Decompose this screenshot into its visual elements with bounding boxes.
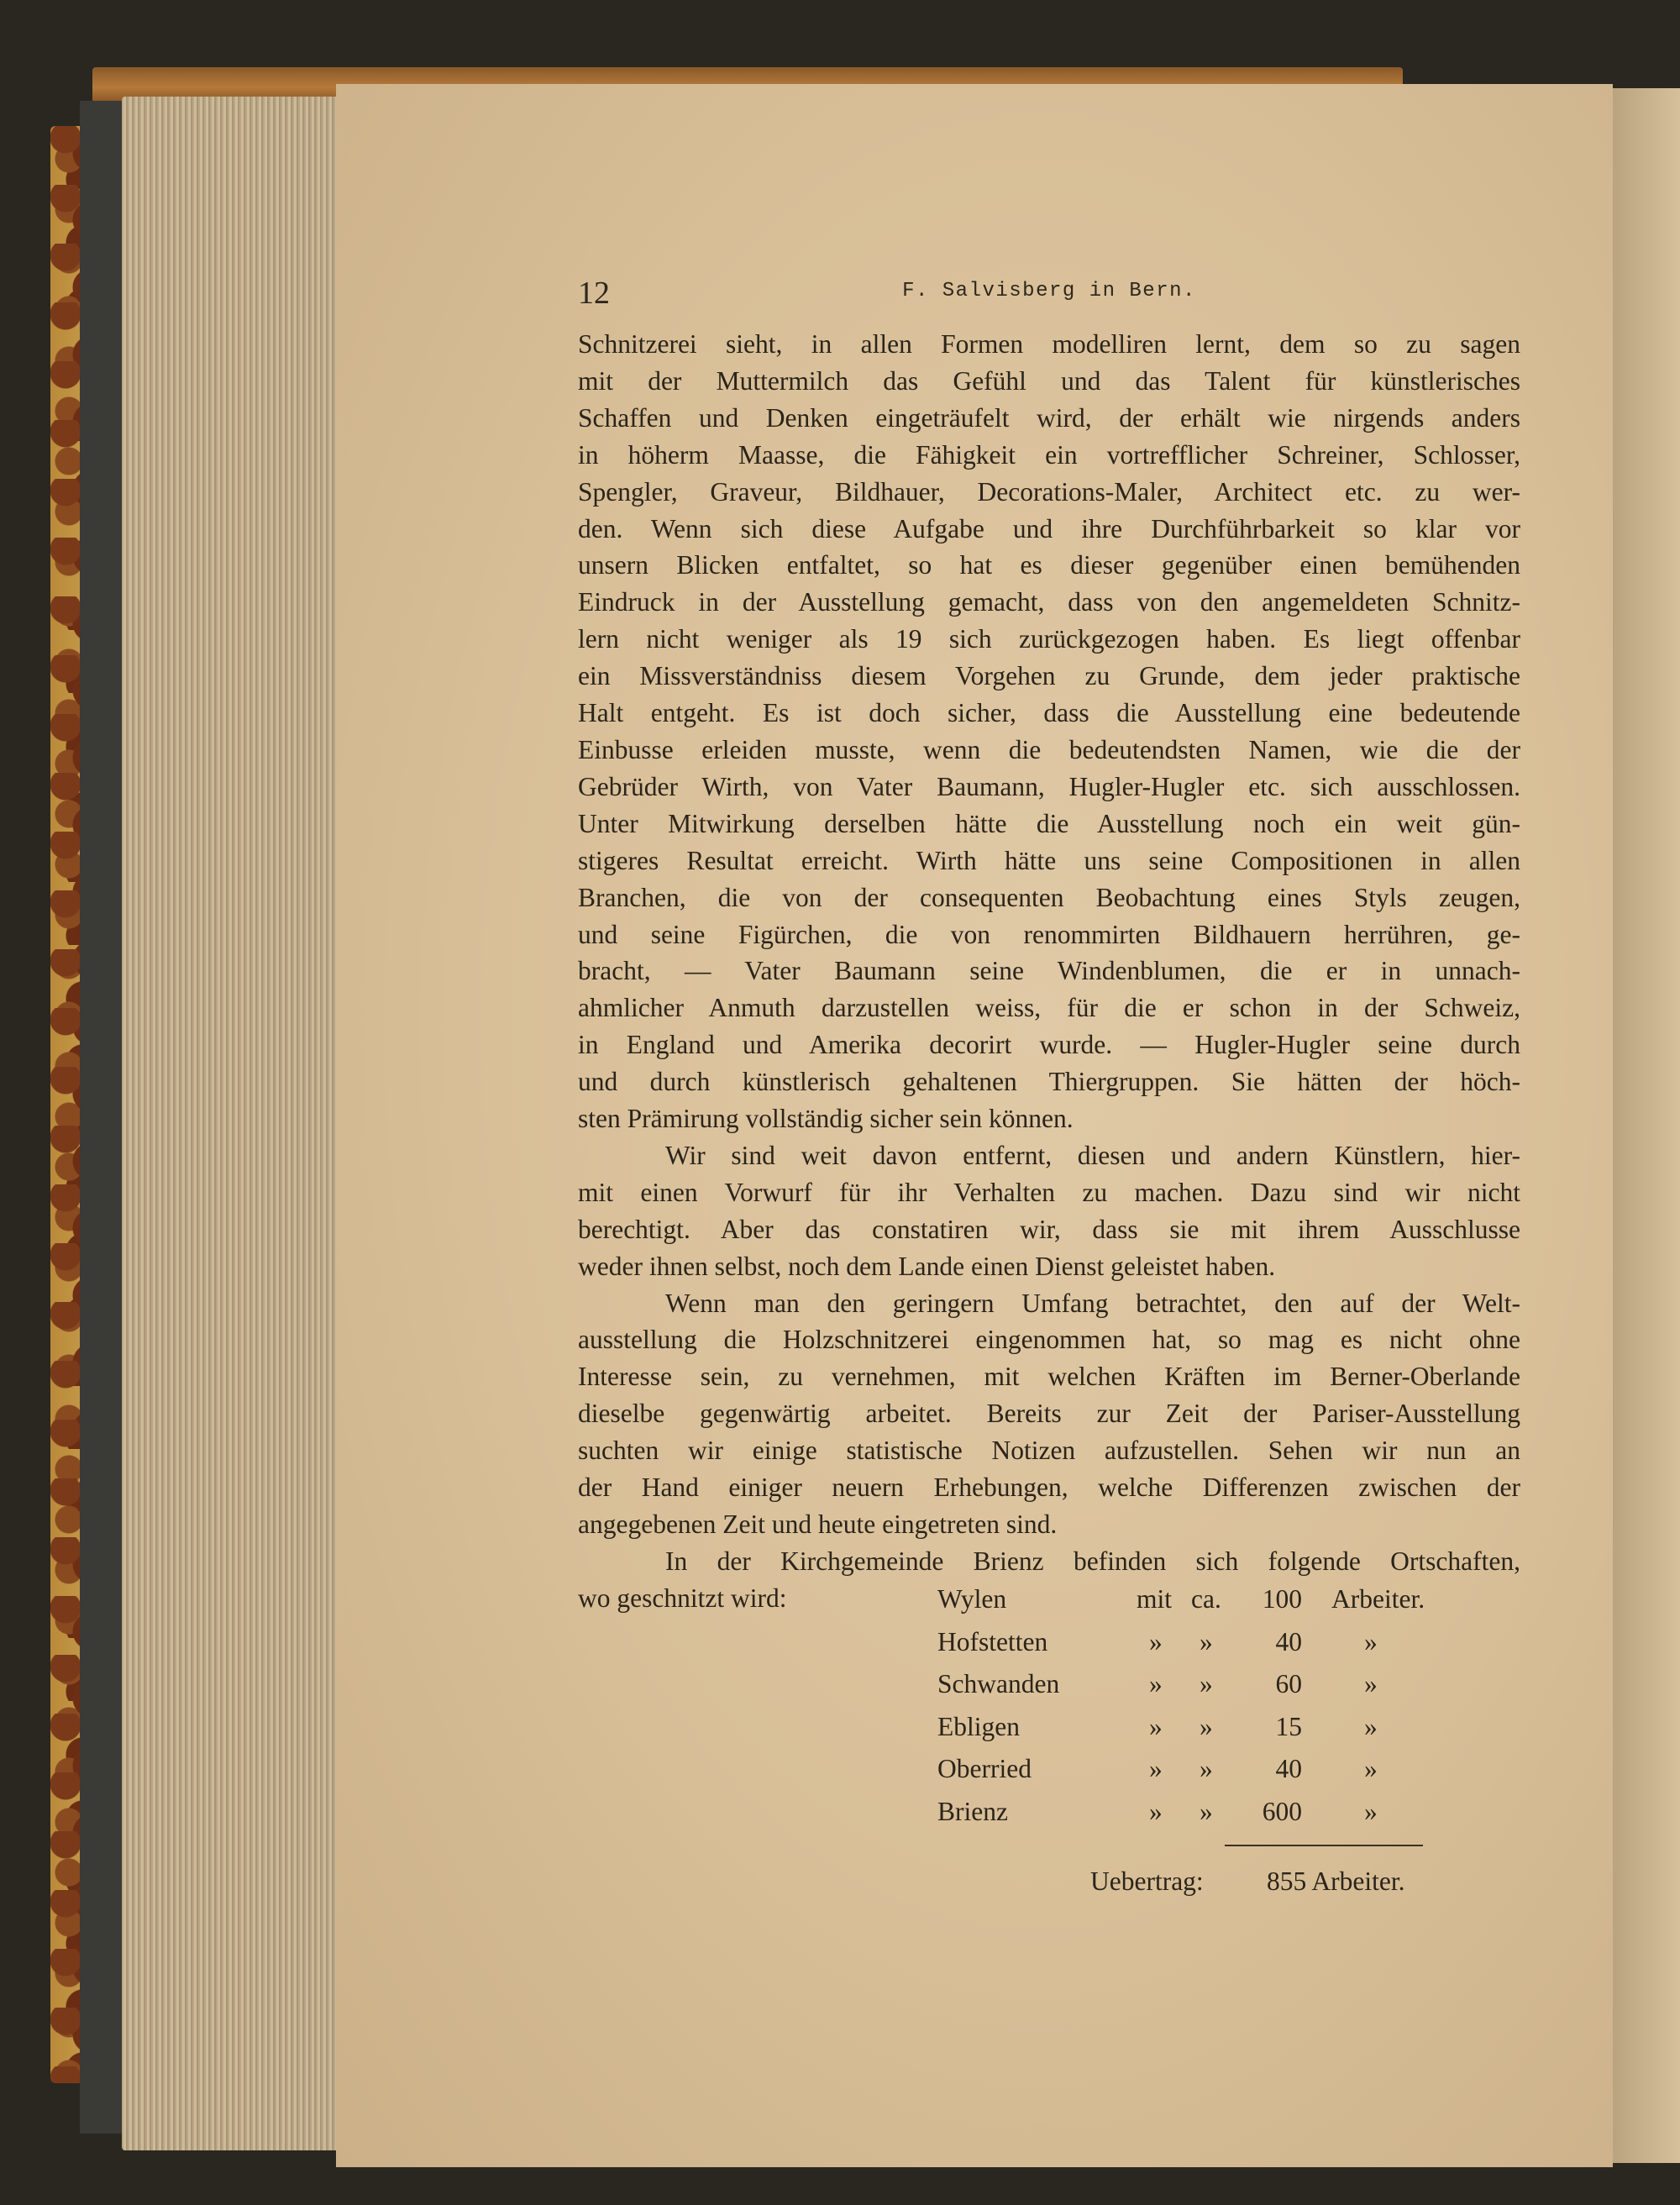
- text-line: unsern Blicken entfaltet, so hat es dieser gegenüber einen bemühenden: [578, 550, 1520, 580]
- ditto-mark: »: [1364, 1754, 1378, 1783]
- worker-count: 15: [1275, 1711, 1302, 1741]
- ditto-mark: »: [1364, 1711, 1378, 1741]
- text-line: In der Kirchgemeinde Brienz befinden sich folgende Ortschaften,: [665, 1546, 1520, 1576]
- total-value: 855 Arbeiter.: [1267, 1866, 1405, 1896]
- worker-count: 40: [1275, 1754, 1302, 1783]
- text-line: und durch künstlerisch gehaltenen Thiergruppen. Sie hätten der höch-: [578, 1067, 1520, 1097]
- text-line: Wenn man den geringern Umfang betrachtet, den auf der Welt-: [665, 1288, 1520, 1318]
- worker-count: 40: [1275, 1626, 1302, 1656]
- ditto-mark: »: [1364, 1626, 1378, 1656]
- ditto-mark: »: [1200, 1796, 1213, 1826]
- text-line: weder ihnen selbst, noch dem Lande einen Dienst geleistet haben.: [578, 1251, 1276, 1281]
- text-line: mit der Muttermilch das Gefühl und das Talent für künstlerisches: [578, 365, 1520, 396]
- text-line: ein Missverständniss diesem Vorgehen zu Grunde, dem jeder praktische: [578, 661, 1520, 691]
- place-name: Ebligen: [937, 1711, 1020, 1741]
- ditto-mark: »: [1364, 1796, 1378, 1826]
- place-name: Hofstetten: [937, 1626, 1048, 1656]
- text-line: suchten wir einige statistische Notizen aufzustellen. Sehen wir nun an: [578, 1436, 1520, 1466]
- text-line: wo geschnitzt wird:: [578, 1583, 787, 1613]
- text-line: Schnitzerei sieht, in allen Formen modelliren lernt, dem so zu sagen: [578, 329, 1520, 359]
- text-line: ausstellung die Holzschnitzerei eingenommen hat, so mag es nicht ohne: [578, 1325, 1520, 1355]
- table-row: [932, 1669, 1520, 1712]
- text-line: den. Wenn sich diese Aufgabe und ihre Durchführbarkeit so klar vor: [578, 513, 1520, 543]
- page-header: [578, 275, 1520, 311]
- total-label: Uebertrag:: [1090, 1866, 1204, 1896]
- text-line: ahmlicher Anmuth darzustellen weiss, für die er schon in der Schweiz,: [578, 993, 1520, 1023]
- worker-count: 600: [1262, 1796, 1302, 1826]
- table-row: [932, 1754, 1520, 1797]
- text-line: stigeres Resultat erreicht. Wirth hätte uns seine Compositionen in allen: [578, 845, 1520, 875]
- ditto-mark: »: [1149, 1626, 1163, 1656]
- text-line: Unter Mitwirkung derselben hätte die Ausstellung noch ein weit gün-: [578, 808, 1520, 838]
- text-line: angegebenen Zeit und heute eingetreten sind.: [578, 1509, 1058, 1539]
- text-line: in England und Amerika decorirt wurde. — Hugler-Hugler seine durch: [578, 1030, 1520, 1060]
- ca-label: ca.: [1191, 1584, 1221, 1614]
- table-row: [932, 1712, 1520, 1755]
- text-line: Einbusse erleiden musste, wenn die bedeutendsten Namen, wie die der: [578, 734, 1520, 764]
- text-line: Spengler, Graveur, Bildhauer, Decorations-Maler, Architect etc. zu wer-: [578, 476, 1520, 507]
- ditto-mark: »: [1149, 1711, 1163, 1741]
- facing-page-edge: [1609, 88, 1680, 2163]
- ditto-mark: »: [1200, 1626, 1213, 1656]
- unit-label: Arbeiter.: [1331, 1584, 1425, 1614]
- text-line: Eindruck in der Ausstellung gemacht, dass von den angemeldeten Schnitz-: [578, 587, 1520, 617]
- running-head: F. Salvisberg in Bern.: [902, 280, 1196, 302]
- place-name: Oberried: [937, 1754, 1032, 1783]
- text-line: Gebrüder Wirth, von Vater Baumann, Hugler-Hugler etc. sich ausschlossen.: [578, 771, 1520, 801]
- text-line: sten Prämirung vollständig sicher sein können.: [578, 1104, 1074, 1134]
- ditto-mark: »: [1149, 1669, 1163, 1698]
- ditto-mark: »: [1149, 1796, 1163, 1826]
- ditto-mark: »: [1200, 1669, 1213, 1698]
- ditto-mark: »: [1364, 1669, 1378, 1698]
- text-line: Interesse sein, zu vernehmen, mit welchen Kräften im Berner-Oberlande: [578, 1362, 1520, 1392]
- place-name: Schwanden: [937, 1669, 1060, 1698]
- text-line: berechtigt. Aber das constatiren wir, dass sie mit ihrem Ausschlusse: [578, 1214, 1520, 1244]
- mit-label: mit: [1137, 1584, 1173, 1614]
- ditto-mark: »: [1200, 1711, 1213, 1741]
- sum-rule: [1225, 1845, 1423, 1846]
- body-text: [578, 326, 1520, 1617]
- page-number: 12: [578, 276, 610, 311]
- place-name: Brienz: [937, 1796, 1008, 1826]
- page-stack-edges: [122, 97, 361, 2150]
- ditto-mark: »: [1149, 1754, 1163, 1783]
- ditto-mark: »: [1200, 1754, 1213, 1783]
- text-line: in höherm Maasse, die Fähigkeit ein vortrefflicher Schreiner, Schlosser,: [578, 439, 1520, 470]
- place-name: Wylen: [937, 1584, 1007, 1614]
- workers-table: [932, 1584, 1520, 1839]
- text-line: dieselbe gegenwärtig arbeitet. Bereits zur Zeit der Pariser-Ausstellung: [578, 1399, 1520, 1429]
- text-line: Halt entgeht. Es ist doch sicher, dass die Ausstellung eine bedeutende: [578, 698, 1520, 728]
- table-row: [932, 1797, 1520, 1840]
- text-line: und seine Figürchen, die von renommirten Bildhauern herrühren, ge-: [578, 919, 1520, 949]
- text-line: Schaffen und Denken eingeträufelt wird, der erhält wie nirgends anders: [578, 402, 1520, 433]
- text-line: Wir sind weit davon entfernt, diesen und andern Künstlern, hier-: [665, 1140, 1520, 1170]
- table-row: [932, 1627, 1520, 1670]
- table-row: [932, 1584, 1520, 1627]
- worker-count: 100: [1262, 1584, 1302, 1614]
- worker-count: 60: [1275, 1669, 1302, 1698]
- text-line: der Hand einiger neuern Erhebungen, welche Differenzen zwischen der: [578, 1473, 1520, 1503]
- text-line: mit einen Vorwurf für ihr Verhalten zu machen. Dazu sind wir nicht: [578, 1177, 1520, 1207]
- text-line: lern nicht weniger als 19 sich zurückgezogen haben. Es liegt offenbar: [578, 624, 1520, 654]
- text-line: bracht, — Vater Baumann seine Windenblumen, die er in unnach-: [578, 956, 1520, 986]
- text-line: Branchen, die von der consequenten Beobachtung eines Styls zeugen,: [578, 882, 1520, 912]
